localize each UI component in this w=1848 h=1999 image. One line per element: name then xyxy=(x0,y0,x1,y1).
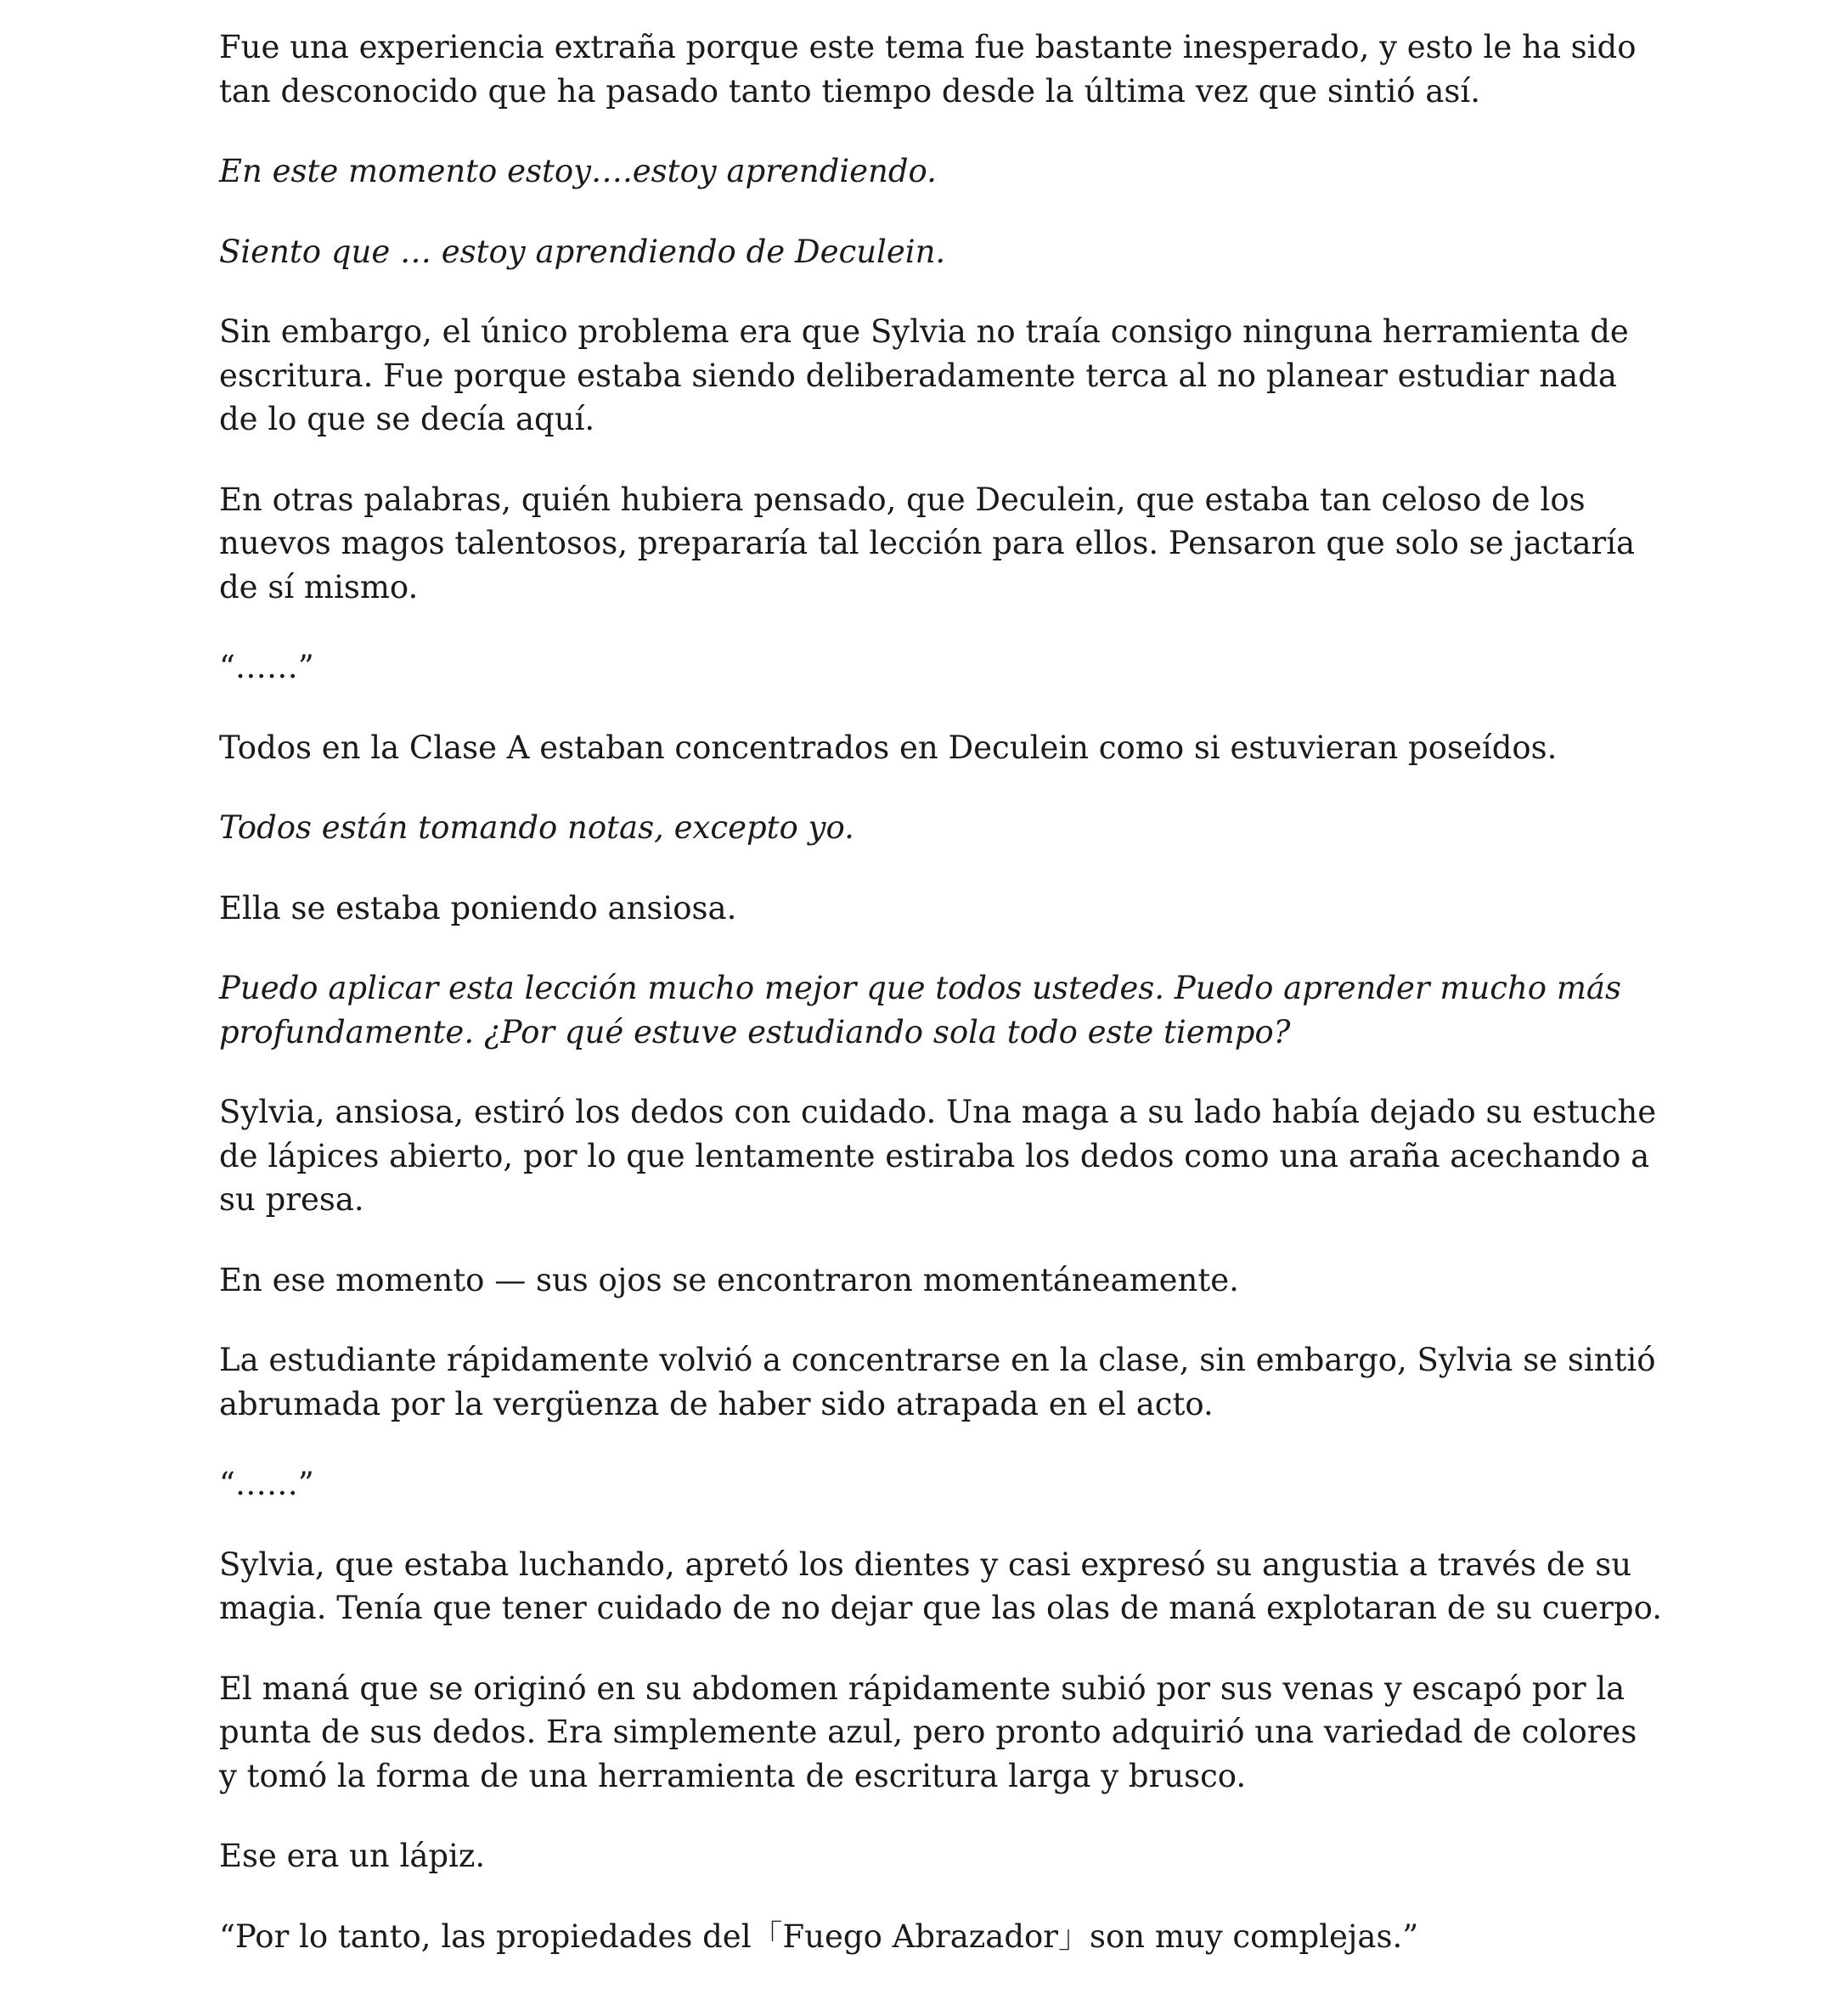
paragraph: Sylvia, que estaba luchando, apretó los dientes y casi expresó su angustia a través de su magia. Tenía que tener cuidado de no dejar que las olas de maná explotaran de su cuerpo. xyxy=(219,1546,1662,1626)
paragraph: El maná que se originó en su abdomen rápidamente subió por sus venas y escapó por la punta de sus dedos. Era simplemente azul, pero pronto adquirió una variedad de colores y tomó la forma de una herramienta de escritura larga y brusco. xyxy=(219,1670,1637,1794)
paragraph: Sylvia, ansiosa, estiró los dedos con cuidado. Una maga a su lado había dejado su estuche de lápices abierto, por lo que lentamente estiraba los dedos como una araña acechando a su presa. xyxy=(219,1094,1657,1218)
paragraph: Todos están tomando notas, excepto yo. xyxy=(219,809,854,846)
paragraph: Sin embargo, el único problema era que Sylvia no traía consigo ninguna herramienta de escritura. Fue porque estaba siendo deliberadamente terca al no planear estudiar nada de lo que se decía aquí. xyxy=(219,313,1629,437)
paragraph: Fue una experiencia extraña porque este tema fue bastante inesperado, y esto le ha sido tan desconocido que ha pasado tanto tiempo desde la última vez que sintió así. xyxy=(219,29,1637,110)
paragraph: “Por lo tanto, las propiedades del「Fuego Abrazador」son muy complejas.” xyxy=(219,1917,1419,1955)
paragraph: Ella se estaba poniendo ansiosa. xyxy=(219,889,737,926)
paragraph: Siento que … estoy aprendiendo de Deculein. xyxy=(219,233,946,270)
paragraph: Todos en la Clase A estaban concentrados en Deculein como si estuvieran poseídos. xyxy=(219,729,1558,766)
paragraph: En otras palabras, quién hubiera pensado, que Deculein, que estaba tan celoso de los nuevos magos talentosos, prepararía tal lección para ellos. Pensaron que solo se jactaría de sí mismo. xyxy=(219,481,1636,605)
paragraph: En este momento estoy….estoy aprendiendo. xyxy=(219,153,937,189)
paragraph: Puedo aplicar esta lección mucho mejor que todos ustedes. Puedo aprender mucho más profundamente. ¿Por qué estuve estudiando sola todo este tiempo? xyxy=(219,970,1621,1050)
paragraph: “……” xyxy=(219,1466,314,1502)
paragraph: Ese era un lápiz. xyxy=(219,1838,486,1874)
paragraph: “……” xyxy=(219,649,314,685)
document-body xyxy=(219,25,1663,1995)
paragraph: En ese momento — sus ojos se encontraron momentáneamente. xyxy=(219,1261,1239,1298)
paragraph: La estudiante rápidamente volvió a concentrarse en la clase, sin embargo, Sylvia se sintió abrumada por la vergüenza de haber sido atrapada en el acto. xyxy=(219,1342,1656,1422)
